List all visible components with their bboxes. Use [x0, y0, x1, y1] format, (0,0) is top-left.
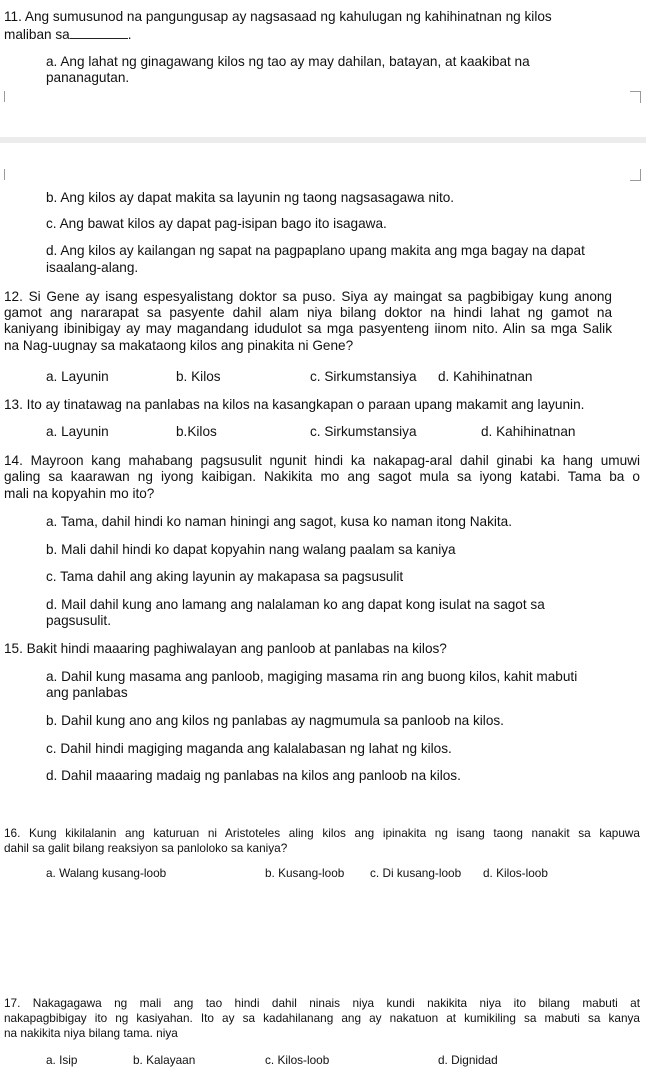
q11-stem-end: .: [127, 27, 132, 42]
q15-option-b: b. Dahil kung ano ang kilos ng panlabas ay nagmumula sa panloob na kilos.: [46, 713, 504, 728]
q16-option-b: b. Kusang-loob: [265, 866, 345, 880]
q14-stem-line1: 14. Mayroon kang mahabang pagsusulit ngunit hindi ka nakapag-aral dahil ginabi ka hang umuwi: [4, 453, 640, 468]
crop-mark-top-right: [630, 91, 641, 103]
q17-option-b: b. Kalayaan: [133, 1053, 196, 1067]
q12-stem-line2: gamot ang nararapat sa pasyente dahil alam niya bilang doktor na hindi lahat ng gamot na: [4, 305, 612, 320]
q11-option-a-line2: pananagutan.: [46, 70, 130, 85]
q14-option-d-line2: pagsusulit.: [46, 613, 111, 628]
q14-stem-line2: galing sa kaarawan ng iyong kaibigan. Nakikita mo ang sagot mula sa iyong katabi. Tama ba o: [4, 469, 640, 484]
q13-option-c: c. Sirkumstansiya: [310, 424, 417, 439]
q15-option-d: d. Dahil maaaring madaig ng panlabas na kilos ang panloob na kilos.: [46, 768, 461, 783]
q15-option-a-line2: ang panlabas: [46, 685, 128, 700]
page-break-band: [0, 137, 646, 143]
q17-stem-line3: na nakikita niya bilang tama. niya: [4, 1026, 178, 1040]
q11-stem-line2: [4, 26, 132, 44]
answer-blank: [70, 26, 128, 39]
q11-option-c: c. Ang bawat kilos ay dapat pag-isipan bago ito isagawa.: [46, 216, 387, 231]
crop-mark-bottom-left: [4, 169, 15, 180]
q15-option-c: c. Dahil hindi magiging maganda ang kalalabasan ng lahat ng kilos.: [46, 741, 452, 756]
q16-option-c: c. Di kusang-loob: [370, 866, 462, 880]
q16-option-d: d. Kilos-loob: [483, 866, 548, 880]
q14-option-c: c. Tama dahil ang aking layunin ay makapasa sa pagsusulit: [46, 569, 404, 584]
q13-option-a: a. Layunin: [46, 424, 109, 439]
q16-stem-line2: dahil sa galit bilang reaksiyon sa panloloko sa kaniya?: [4, 841, 288, 855]
q15-option-a-line1: a. Dahil kung masama ang panloob, magiging masama rin ang buong kilos, kahit mabuti: [46, 669, 578, 684]
q13-stem: 13. Ito ay tinatawag na panlabas na kilos na kasangkapan o paraan upang makamit ang layunin.: [4, 397, 585, 412]
q17-stem-line1: 17. Nakagagawa ng mali ang tao hindi dahil ninais niya kundi nakikita niya ito bilang mabuti at: [4, 996, 640, 1010]
q14-option-a: a. Tama, dahil hindi ko naman hiningi ang sagot, kusa ko naman itong Nakita.: [46, 514, 513, 529]
q11-stem-start: maliban sa: [4, 27, 70, 42]
crop-mark-bottom-right: [630, 169, 641, 181]
q16-stem-line1: 16. Kung kikilalanin ang katuruan ni Aristoteles aling kilos ang ipinakita ng isang taong nanakit sa kapuwa: [4, 826, 640, 840]
q11-option-a-line1: a. Ang lahat ng ginagawang kilos ng tao ay may dahilan, batayan, at kaakibat na: [46, 54, 530, 69]
q12-option-a: a. Layunin: [46, 369, 109, 384]
q17-option-c: c. Kilos-loob: [265, 1053, 330, 1067]
q17-stem-line2: nakapagbibigay ito ng kasiyahan. Ito ay sa kadahilanang ang ay nakatuon at kumikiling sa mabuti sa kanya: [4, 1011, 640, 1025]
q13-option-b: b.Kilos: [176, 424, 217, 439]
q17-option-d: d. Dignidad: [438, 1053, 498, 1067]
q12-stem-line4: na Nag-uugnay sa makataong kilos ang pinakita ni Gene?: [4, 338, 354, 353]
q12-stem-line3: kaniyang ibinibigay ay may magandang idudulot sa mga pasyenteng iinom nito. Alin sa mga Salik: [4, 321, 612, 336]
q14-option-d-line1: d. Mail dahil kung ano lamang ang nalalaman ko ang dapat kong isulat na sagot sa: [46, 597, 545, 612]
q14-option-b: b. Mali dahil hindi ko dapat kopyahin nang walang paalam sa kaniya: [46, 542, 456, 557]
q12-stem-line1: 12. Si Gene ay isang espesyalistang doktor sa puso. Siya ay maingat sa pagbibigay kung anong: [4, 289, 612, 304]
q14-stem-line3: mali na kopyahin mo ito?: [4, 486, 155, 501]
q12-option-d: d. Kahihinatnan: [438, 369, 533, 384]
q11-stem-line1: 11. Ang sumusunod na pangungusap ay nagsasaad ng kahulugan ng kahihinatnan ng kilos: [4, 9, 552, 24]
q11-option-d-line2: isaalang-alang.: [46, 260, 139, 275]
q12-option-b: b. Kilos: [176, 369, 221, 384]
q11-option-d-line1: d. Ang kilos ay kailangan ng sapat na pagpaplano upang makita ang mga bagay na dapat: [46, 243, 585, 258]
q13-option-d: d. Kahihinatnan: [481, 424, 576, 439]
q12-option-c: c. Sirkumstansiya: [310, 369, 417, 384]
q17-option-a: a. Isip: [46, 1053, 78, 1067]
q15-stem: 15. Bakit hindi maaaring paghiwalayan ang panloob at panlabas na kilos?: [4, 641, 447, 656]
q11-option-b: b. Ang kilos ay dapat makita sa layunin ng taong nagsasagawa nito.: [46, 190, 455, 205]
q16-option-a: a. Walang kusang-loob: [46, 866, 167, 880]
crop-mark-top-left: [4, 91, 15, 102]
